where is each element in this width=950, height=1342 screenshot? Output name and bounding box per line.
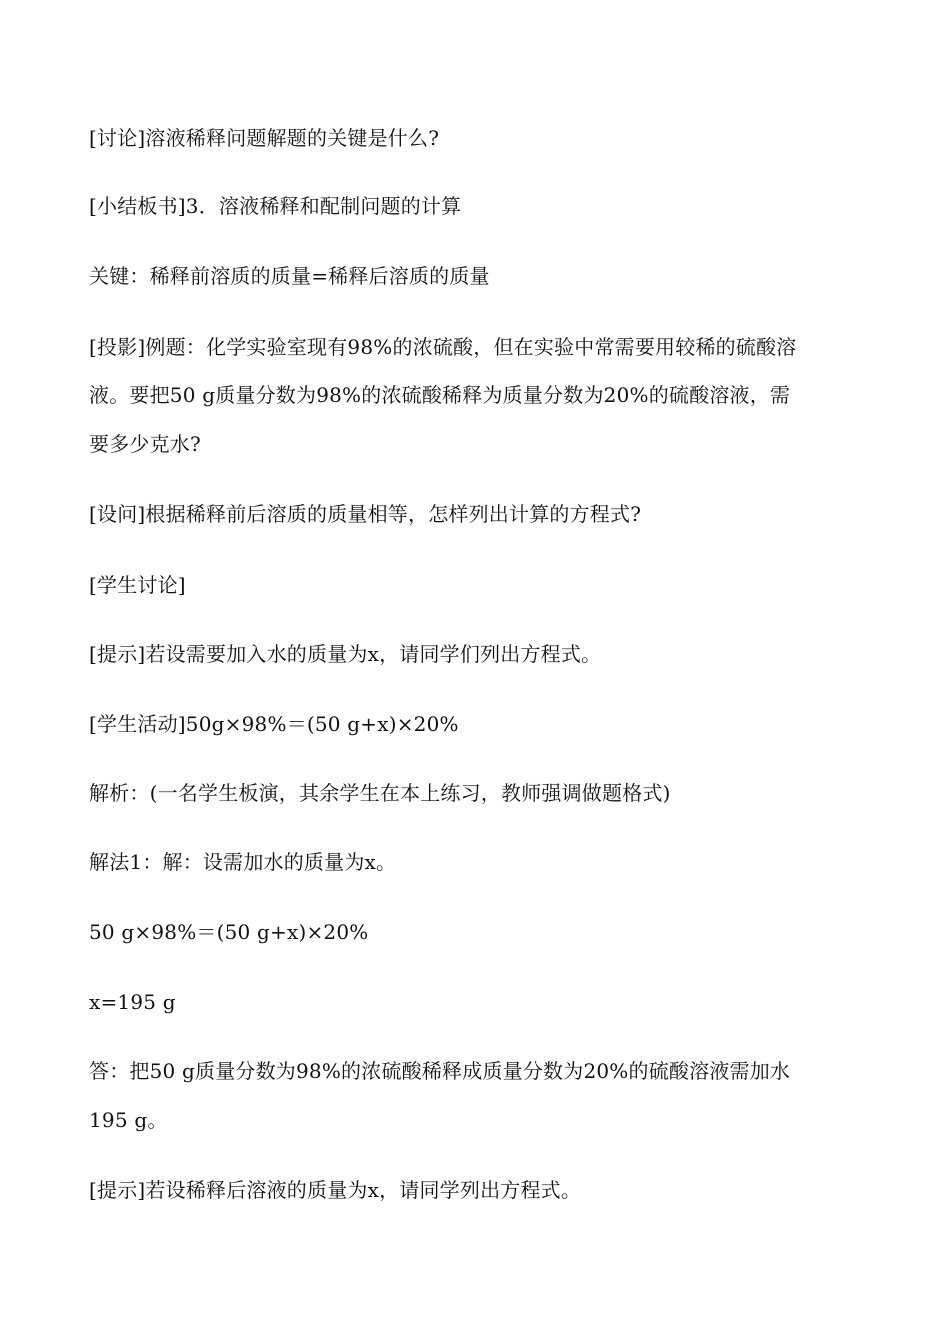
question-prompt: [设问]根据稀释前后溶质的质量相等，怎样列出计算的方程式? xyxy=(89,502,642,526)
student-activity: [学生活动]50g×98%＝(50 g+x)×20% xyxy=(89,712,459,736)
solution-1: 解法1：解：设需加水的质量为x。 xyxy=(89,850,397,874)
key-point: 关键：稀释前溶质的质量=稀释后溶质的质量 xyxy=(89,264,490,288)
student-discussion: [学生讨论] xyxy=(89,573,186,597)
answer-line-2: 195 g。 xyxy=(89,1108,168,1132)
example-line-2: 液。要把50 g质量分数为98%的浓硫酸稀释为质量分数为20%的硫酸溶液，需 xyxy=(89,383,791,407)
summary-heading: [小结板书]3．溶液稀释和配制问题的计算 xyxy=(89,194,462,218)
answer-line-1: 答：把50 g质量分数为98%的浓硫酸稀释成质量分数为20%的硫酸溶液需加水 xyxy=(89,1059,791,1083)
analysis: 解析：(一名学生板演，其余学生在本上练习，教师强调做题格式) xyxy=(89,781,671,805)
equation: 50 g×98%＝(50 g+x)×20% xyxy=(89,920,369,944)
example-line-3: 要多少克水? xyxy=(89,432,201,456)
hint-2: [提示]若设稀释后溶液的质量为x，请同学列出方程式。 xyxy=(89,1178,582,1202)
discussion-question: [讨论]溶液稀释问题解题的关键是什么? xyxy=(89,126,440,150)
result: x=195 g xyxy=(89,990,176,1014)
example-line-1: [投影]例题：化学实验室现有98%的浓硫酸，但在实验中常需要用较稀的硫酸溶 xyxy=(89,335,797,359)
hint-1: [提示]若设需要加入水的质量为x，请同学们列出方程式。 xyxy=(89,642,602,666)
